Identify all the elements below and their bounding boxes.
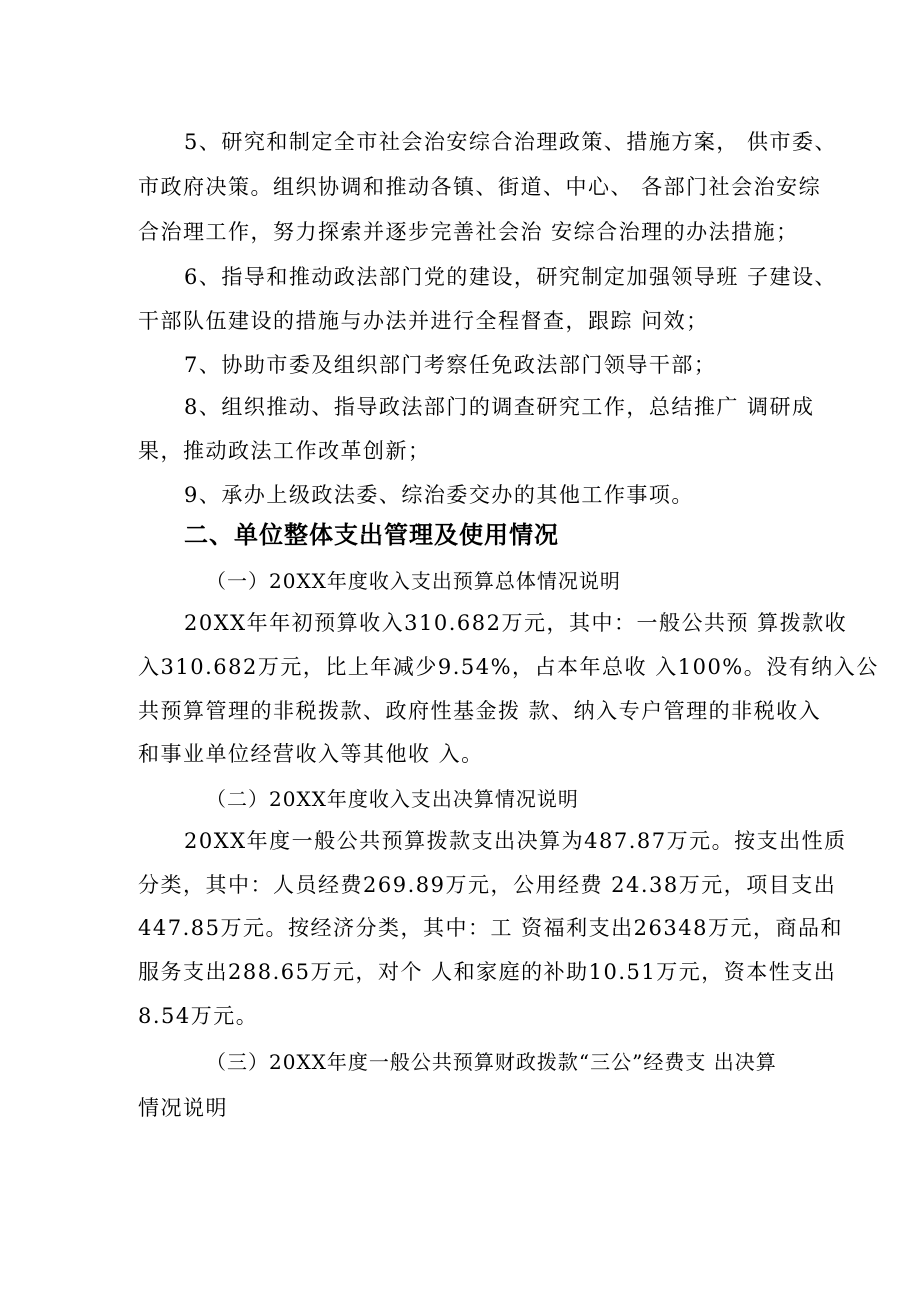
sub1-line-1: 20XX年年初预算收入310.682万元，其中：一般公共预 算拨款收 <box>184 611 848 635</box>
sub2-heading: （二）20XX年度收入支出决算情况说明 <box>206 787 579 811</box>
item-8-line-1: 8、组织推动、指导政法部门的调查研究工作，总结推广 调研成 <box>184 395 815 419</box>
item-9-line-1: 9、承办上级政法委、综治委交办的其他工作事项。 <box>184 483 694 507</box>
item-5-line-3: 合治理工作，努力探索并逐步完善社会治 安综合治理的办法措施； <box>138 220 799 244</box>
sub3-heading-line-2: 情况说明 <box>138 1096 228 1120</box>
sub1-line-3: 共预算管理的非税拨款、政府性基金拨 款、纳入专户管理的非税收入 <box>138 699 822 723</box>
sub3-heading-line-1: （三）20XX年度一般公共预算财政拨款“三公”经费支 出决算 <box>206 1050 777 1074</box>
sub2-line-3: 447.85万元。按经济分类，其中：工 资福利支出26348万元，商品和 <box>138 916 843 940</box>
sub1-line-2: 入310.682万元，比上年减少9.54%，占本年总收 入100%。没有纳入公 <box>138 655 879 679</box>
item-5-line-2: 市政府决策。组织协调和推动各镇、街道、中心、 各部门社会治安综 <box>138 175 822 199</box>
sub2-line-4: 服务支出288.65万元，对个 人和家庭的补助10.51万元，资本性支出 <box>138 960 837 984</box>
sub2-line-1: 20XX年度一般公共预算拨款支出决算为487.87万元。按支出性质 <box>184 829 847 853</box>
sub2-line-5: 8.54万元。 <box>138 1004 259 1028</box>
item-8-line-2: 果，推动政法工作改革创新； <box>138 439 431 463</box>
section-heading: 二、单位整体支出管理及使用情况 <box>184 521 559 549</box>
item-6-line-1: 6、指导和推动政法部门党的建设，研究制定加强领导班 子建设、 <box>184 265 838 289</box>
sub1-line-4: 和事业单位经营收入等其他收 入。 <box>138 742 484 766</box>
item-6-line-2: 干部队伍建设的措施与办法并进行全程督查，跟踪 问效； <box>138 309 709 333</box>
item-5-line-1: 5、研究和制定全市社会治安综合治理政策、措施方案， 供市委、 <box>184 130 838 154</box>
sub2-line-2: 分类，其中：人员经费269.89万元，公用经费 24.38万元，项目支出 <box>138 873 837 897</box>
sub1-heading: （一）20XX年度收入支出预算总体情况说明 <box>206 569 621 593</box>
item-7-line-1: 7、协助市委及组织部门考察任免政法部门领导干部； <box>184 353 717 377</box>
